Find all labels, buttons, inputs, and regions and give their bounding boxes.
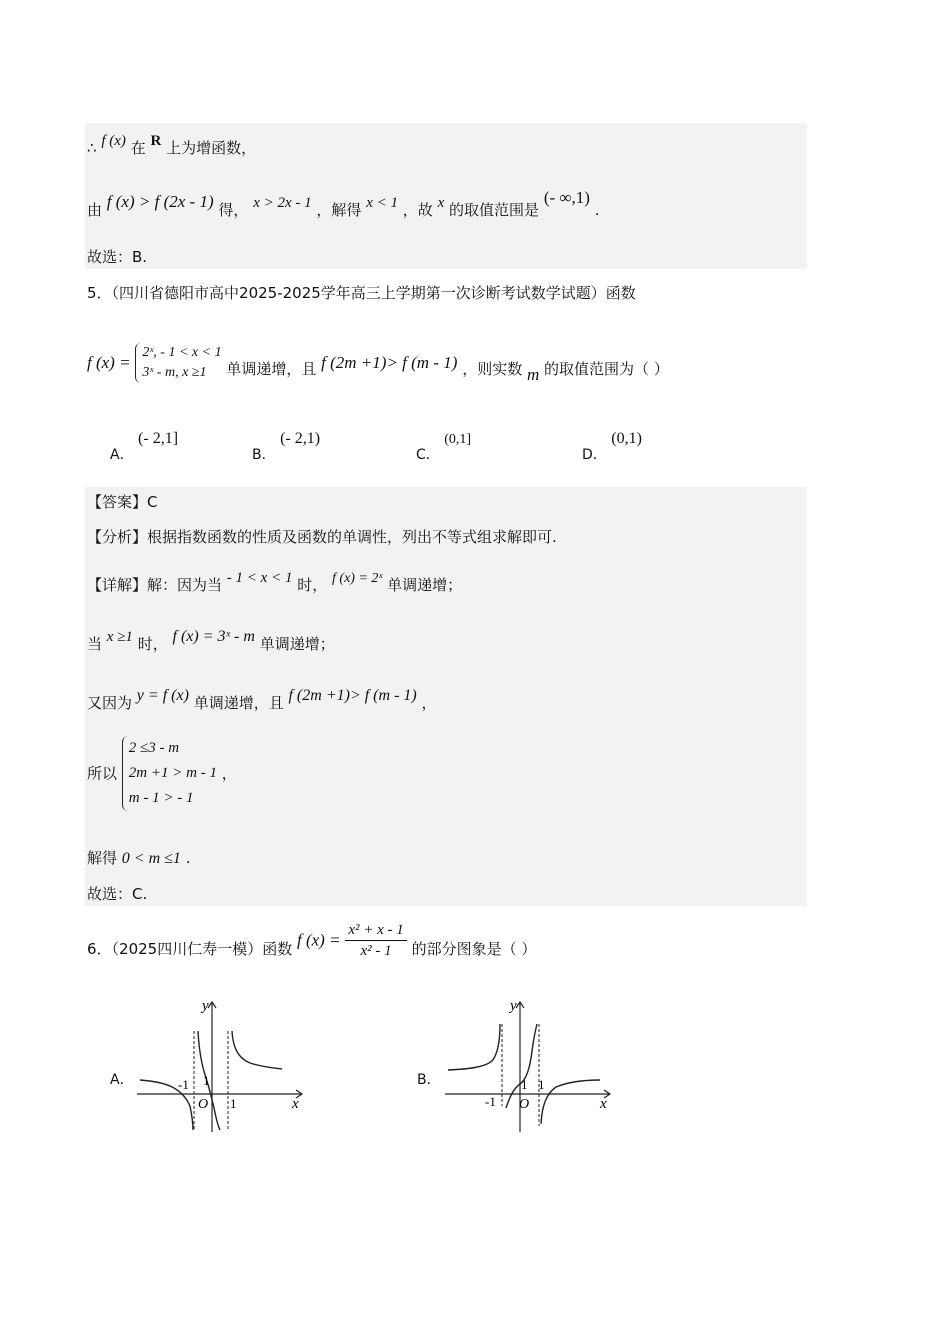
- system-row: 2 ≤3 - m: [128, 740, 180, 756]
- math-fx: f (x): [101, 133, 126, 149]
- text: 时，: [137, 635, 168, 653]
- text: 在: [130, 139, 146, 157]
- option-label: D．: [582, 447, 607, 463]
- text: 的取值范围是: [449, 201, 540, 219]
- text: ，解得: [316, 201, 362, 219]
- tick-x1: 1: [230, 1096, 237, 1111]
- math-fx: f (x) = 2ˣ: [332, 571, 383, 586]
- math-inequality: - 1 < x < 1: [226, 570, 293, 586]
- text: 上为增函数，: [166, 139, 257, 157]
- detail-line: [87, 687, 437, 714]
- therefore-symbol: ∴: [87, 139, 97, 157]
- text: ，则实数: [462, 360, 523, 378]
- question-5-function: [87, 343, 669, 387]
- option-d[interactable]: [582, 428, 642, 463]
- numerator: x² + x - 1: [345, 920, 406, 941]
- x-label: x: [600, 1096, 607, 1112]
- option-b[interactable]: [252, 428, 321, 463]
- option-label: A．: [110, 447, 134, 463]
- question-5-stem: 5．（四川省德阳市高中2025-2025学年高三上学期第一次诊断考试数学试题）函数: [87, 284, 636, 302]
- text: 6．（2025四川仁寿一模）函数: [87, 939, 293, 958]
- question-6-stem: [87, 920, 536, 964]
- option-label: C．: [416, 447, 440, 463]
- system-row: 2m +1 > m - 1: [128, 765, 217, 781]
- piecewise-cases: [135, 343, 221, 383]
- denominator: x² - 1: [360, 943, 392, 959]
- math-inequality: x < 1: [366, 195, 398, 211]
- detail-line: [87, 848, 191, 869]
- option-value: (- 2,1): [280, 430, 321, 447]
- math-fx: f (x) =: [87, 353, 131, 372]
- text: .: [185, 849, 191, 867]
- text-line: [87, 133, 257, 159]
- tick-y1: 1: [203, 1073, 210, 1088]
- fraction: [345, 920, 406, 961]
- y-label: y: [202, 998, 209, 1014]
- option-label: B．: [252, 447, 276, 463]
- text: 当: [87, 635, 103, 653]
- text: 所以: [87, 764, 118, 783]
- inequality-system: [122, 736, 217, 811]
- origin-label: O: [519, 1097, 530, 1112]
- text: 又因为: [87, 694, 133, 712]
- text: 得，: [218, 201, 249, 219]
- curve-right-branch: [232, 1031, 282, 1069]
- graph-b-label[interactable]: B．: [417, 1072, 441, 1088]
- system-line: [87, 736, 237, 812]
- detail-line: [87, 628, 335, 655]
- y-label: y: [510, 998, 517, 1014]
- text-line: 故选：B.: [87, 248, 148, 266]
- math-fx: f (x) =: [297, 930, 341, 950]
- option-c[interactable]: [416, 428, 472, 463]
- math-inequality: f (2m +1)> f (m - 1): [321, 353, 458, 372]
- text: 【详解】解：因为当: [87, 576, 223, 594]
- text: 由: [87, 201, 103, 219]
- option-value: (- 2,1]: [138, 430, 179, 447]
- text: 的取值范围为（ ）: [544, 360, 669, 378]
- case-1: 2ˣ, - 1 < x < 1: [142, 345, 222, 360]
- curve-left-branch: [448, 1024, 500, 1070]
- text: ，: [221, 764, 237, 783]
- case-2: 3ˣ - m, x ≥1: [142, 365, 207, 380]
- option-a[interactable]: [110, 428, 179, 463]
- option-value: (0,1): [611, 430, 642, 447]
- analysis: 【分析】根据指数函数的性质及函数的单调性，列出不等式组求解即可.: [87, 528, 557, 546]
- math-fx: y = f (x): [136, 687, 189, 704]
- graph-b[interactable]: [440, 996, 620, 1136]
- math-inequality: f (x) > f (2x - 1): [106, 192, 214, 211]
- tick-neg1: -1: [485, 1094, 496, 1109]
- text: 单调递增；: [259, 635, 335, 653]
- text: 解得: [87, 849, 118, 867]
- text: .: [594, 201, 600, 219]
- graph-a[interactable]: [132, 996, 312, 1136]
- tick-neg1: -1: [178, 1077, 189, 1092]
- text: 的部分图象是（ ）: [411, 939, 537, 958]
- text: 单调递增；: [387, 576, 463, 594]
- detail-line: 故选：C.: [87, 885, 148, 903]
- math-inequality: x > 2x - 1: [253, 195, 312, 211]
- math-var: m: [526, 365, 540, 384]
- math-R: R: [150, 133, 162, 149]
- text: 单调递增，且: [193, 694, 284, 712]
- text: 单调递增，且: [226, 360, 317, 378]
- text: ，故: [402, 201, 433, 219]
- math-inequality: 0 < m ≤1: [121, 850, 181, 867]
- tick-y1: 1: [521, 1077, 528, 1092]
- math-interval: (- ∞,1): [543, 188, 590, 207]
- system-row: m - 1 > - 1: [128, 790, 194, 806]
- curve-middle-branch: [506, 1024, 537, 1108]
- math-inequality: x ≥1: [106, 629, 133, 645]
- answer-label: 【答案】C: [87, 493, 158, 511]
- x-label: x: [292, 1096, 299, 1112]
- graph-a-label[interactable]: A．: [110, 1072, 134, 1088]
- math-var: x: [437, 195, 445, 211]
- detail-line: [87, 570, 463, 597]
- math-inequality: f (2m +1)> f (m - 1): [288, 687, 417, 704]
- tick-x1: 1: [538, 1077, 545, 1092]
- origin-label: O: [198, 1097, 209, 1112]
- option-value: (0,1]: [444, 432, 472, 447]
- text: 时，: [297, 576, 328, 594]
- math-fx: f (x) = 3ˣ - m: [172, 628, 255, 645]
- curve-right-branch: [541, 1080, 600, 1124]
- text-line: [87, 188, 600, 221]
- text: ，: [421, 694, 437, 712]
